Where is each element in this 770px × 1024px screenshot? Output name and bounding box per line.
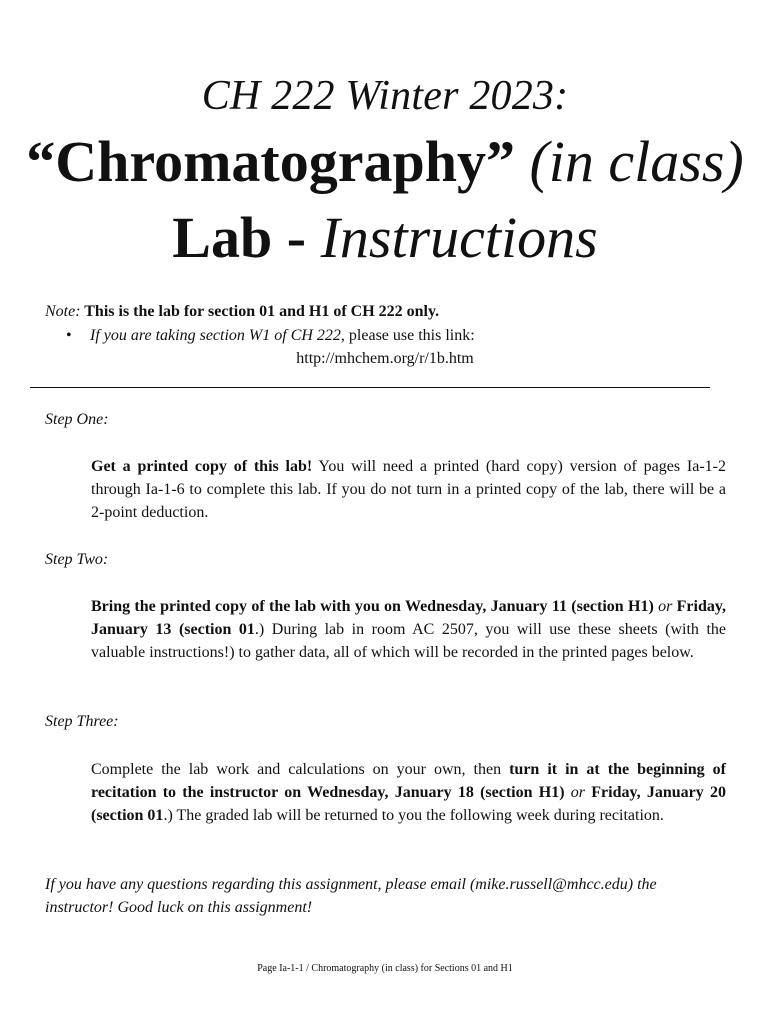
step-one-body: You will need a printed (hard copy) version of pages Ia-1-2 through Ia-1-6 to complete this lab. If you do not turn in a printed copy of the lab, there will be a 2-point deduction. — [91, 458, 726, 521]
document-title — [0, 72, 770, 276]
bullet-italic-text: If you are taking section W1 of CH 222 — [90, 327, 341, 344]
step-three-bold: turn it in at the beginning of recitation to the instructor on Wednesday, January 18 (section H1) — [91, 761, 726, 801]
lab-title-instructions: Instructions — [306, 205, 598, 270]
step-three-body: .) The graded lab will be returned to you the following week during recitation. — [163, 807, 664, 824]
step-two-bold: Bring the printed copy of the lab with you on Wednesday, January 11 (section H1) — [91, 598, 654, 615]
step-one-text — [91, 455, 726, 524]
course-title: CH 222 Winter 2023: — [201, 73, 569, 119]
horizontal-divider — [30, 387, 710, 388]
page-footer: Page Ia-1-1 / Chromatography (in class) for Sections 01 and H1 — [257, 963, 513, 974]
step-three-label: Step Three: — [45, 713, 119, 730]
bullet-dot: • — [66, 327, 72, 344]
section-note — [45, 302, 439, 322]
closing-remark: If you have any questions regarding this assignment, please email (mike.russell@mhcc.edu) the instructor! Good luck on this assignment! — [45, 876, 657, 916]
online-section-bullet — [66, 326, 475, 346]
step-two-label: Step Two: — [45, 551, 109, 568]
step-one-label: Step One: — [45, 411, 109, 428]
online-section-link[interactable]: http://mhchem.org/r/1b.htm — [296, 350, 474, 367]
step-three-or: or — [564, 784, 592, 801]
lab-title — [0, 124, 770, 276]
step-one-bold: Get a printed copy of this lab! — [91, 458, 313, 475]
lab-title-in-class: (in class) — [514, 129, 744, 194]
bullet-rest-text: , please use this link: — [340, 327, 475, 344]
note-label: Note: — [45, 303, 81, 320]
note-text: This is the lab for section 01 and H1 of CH 222 only. — [80, 303, 440, 320]
step-two-or: or — [653, 598, 677, 615]
step-three-lead: Complete the lab work and calculations on your own, then — [91, 761, 510, 778]
lab-title-chromatography: “Chromatography” — [26, 129, 515, 194]
step-three-text — [91, 758, 726, 827]
lab-title-lab: Lab - — [172, 205, 307, 270]
step-two-body: .) During lab in room AC 2507, you will use these sheets (with the valuable instructions!) to gather data, all of which will be recorded in the printed pages below. — [91, 621, 727, 661]
step-two-text — [91, 595, 726, 664]
step-two-bold-second: Friday, January 13 (section 01 — [91, 598, 726, 638]
step-three-bold-second: Friday, January 20 (section 01 — [91, 784, 727, 824]
